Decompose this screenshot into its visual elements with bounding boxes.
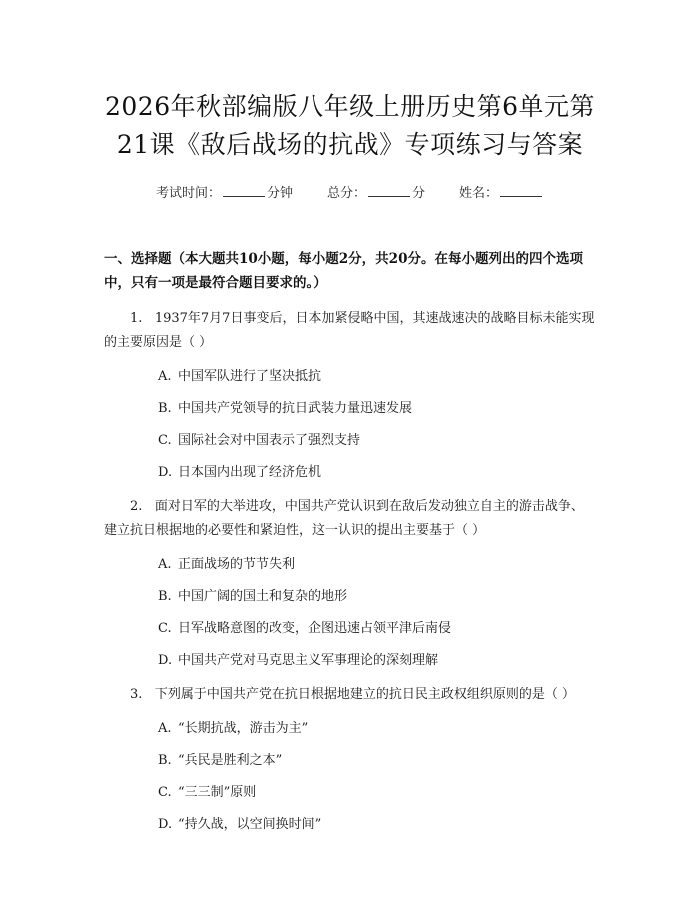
option-d[interactable]: D. “持久战，以空间换时间” bbox=[158, 817, 322, 832]
question-1 bbox=[104, 307, 596, 483]
question-2 bbox=[104, 495, 596, 671]
exam-meta bbox=[104, 182, 596, 201]
option-a[interactable]: A. “长期抗战，游击为主” bbox=[158, 721, 309, 736]
exam-time: 考试时间： 分钟 bbox=[155, 186, 293, 201]
exam-name: 姓名： bbox=[459, 182, 544, 201]
title-line-2: 21课《敌后战场的抗战》专项练习与答案 bbox=[116, 130, 584, 159]
option-a[interactable]: A. 中国军队进行了坚决抵抗 bbox=[158, 369, 322, 384]
option-d[interactable]: D. 中国共产党对马克思主义军事理论的深刻理解 bbox=[158, 653, 439, 668]
options-list bbox=[104, 367, 596, 483]
option-a[interactable]: A. 正面战场的节节失利 bbox=[158, 557, 296, 572]
document-title bbox=[104, 0, 596, 164]
time-blank[interactable] bbox=[223, 184, 265, 197]
question-stem: 1. 1937年7月7日事变后，日本加紧侵略中国，其速战速决的战略目标未能实现的主要原因是（ ） bbox=[104, 311, 595, 350]
question-stem: 3. 下列属于中国共产党在抗日根据地建立的抗日民主政权组织原则的是（ ） bbox=[130, 687, 575, 702]
options-list bbox=[104, 555, 596, 671]
option-b[interactable]: B. 中国广阔的国土和复杂的地形 bbox=[158, 589, 348, 604]
title-line-1: 2026年秋部编版八年级上册历史第6单元第 bbox=[104, 92, 596, 121]
option-c[interactable]: C. 日军战略意图的改变，企图迅速占领平津后南侵 bbox=[158, 621, 452, 636]
option-b[interactable]: B. 中国共产党领导的抗日武装力量迅速发展 bbox=[158, 401, 413, 416]
option-b[interactable]: B. “兵民是胜利之本” bbox=[158, 753, 283, 768]
name-blank[interactable] bbox=[500, 184, 542, 197]
question-3 bbox=[104, 683, 596, 835]
options-list bbox=[104, 719, 596, 835]
score-blank[interactable] bbox=[368, 184, 410, 197]
option-d[interactable]: D. 日本国内出现了经济危机 bbox=[158, 465, 322, 480]
section-heading: 一、选择题（本大题共10小题，每小题2分，共20分。在每小题列出的四个选项中，只有一项是最符合题目要求的。） bbox=[104, 251, 583, 291]
option-c[interactable]: C. “三三制”原则 bbox=[158, 785, 257, 800]
question-stem: 2. 面对日军的大举进攻，中国共产党认识到在敌后发动独立自主的游击战争、建立抗日根据地的必要性和紧迫性，这一认识的提出主要基于（ ） bbox=[104, 499, 584, 538]
exam-score: 总分： 分 bbox=[326, 186, 426, 201]
option-c[interactable]: C. 国际社会对中国表示了强烈支持 bbox=[158, 433, 361, 448]
